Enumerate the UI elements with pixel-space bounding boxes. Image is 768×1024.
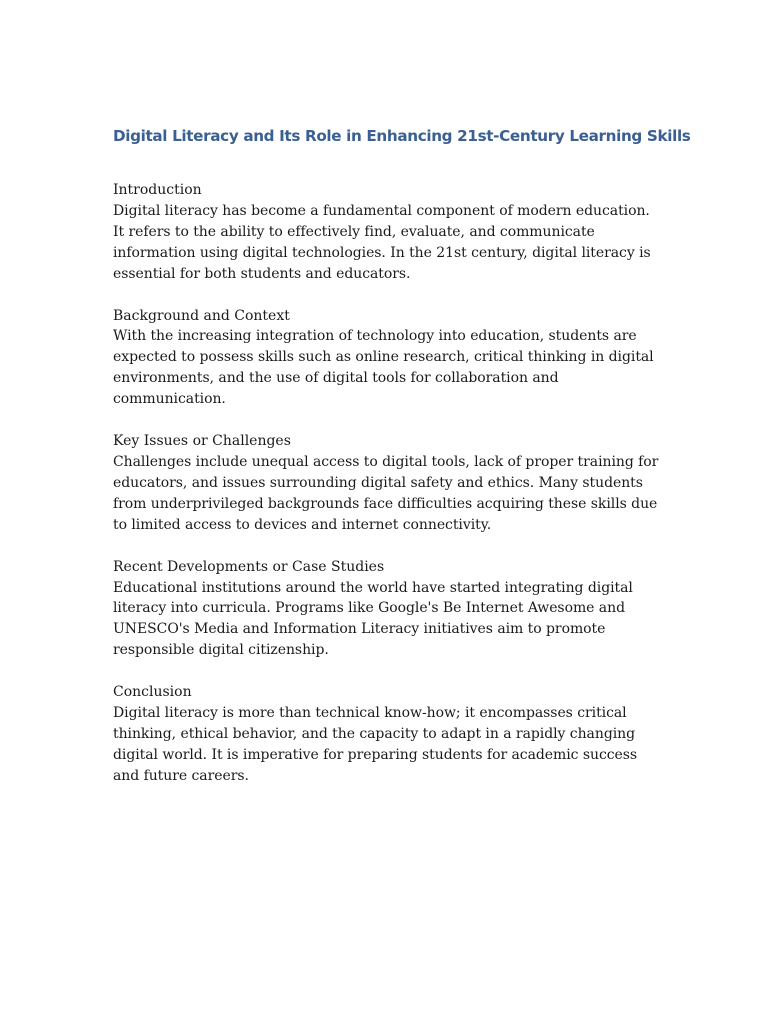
section-body: Digital literacy is more than technical know-how; it encompasses critical thinking, ethical behavior, and the capacity to adapt in a rapidly changing digital world. It is imperative for preparing students for academic success and future careers. (113, 705, 638, 784)
section-body: Digital literacy has become a fundamental component of modern education. It refers to the ability to effectively find, evaluate, and communicate information using digital technologies. In the 21st century, digital literacy is essential for both students and educators. (113, 202, 651, 282)
section-body: With the increasing integration of technology into education, students are expected to possess skills such as online research, critical thinking in digital environments, and the use of digital tools for collaboration and communication. (113, 328, 654, 408)
section-body: Challenges include unequal access to digital tools, lack of proper training for educators, and issues surrounding digital safety and ethics. Many students from underprivileged backgrounds face difficulties acquiring these skills due to limited access to devices and internet connectivity. (113, 453, 659, 533)
document-content (113, 124, 691, 808)
section-heading: Introduction (113, 182, 202, 198)
section-conclusion (113, 682, 663, 787)
section-body: Educational institutions around the world have started integrating digital literacy into curricula. Programs like Google's Be Internet Awesome and UNESCO's Media and Information Literacy initiatives aim to promote responsible digital citizenship. (113, 579, 633, 659)
document-title: Digital Literacy and Its Role in Enhancing 21st-Century Learning Skills (113, 127, 691, 145)
section-background-and-context (113, 306, 663, 411)
section-heading: Recent Developments or Case Studies (113, 558, 385, 575)
section-heading: Conclusion (113, 684, 192, 701)
section-introduction (113, 180, 663, 285)
section-heading: Background and Context (113, 307, 290, 324)
section-heading: Key Issues or Challenges (113, 433, 291, 450)
section-key-issues (113, 431, 663, 536)
section-recent-developments (113, 557, 663, 662)
